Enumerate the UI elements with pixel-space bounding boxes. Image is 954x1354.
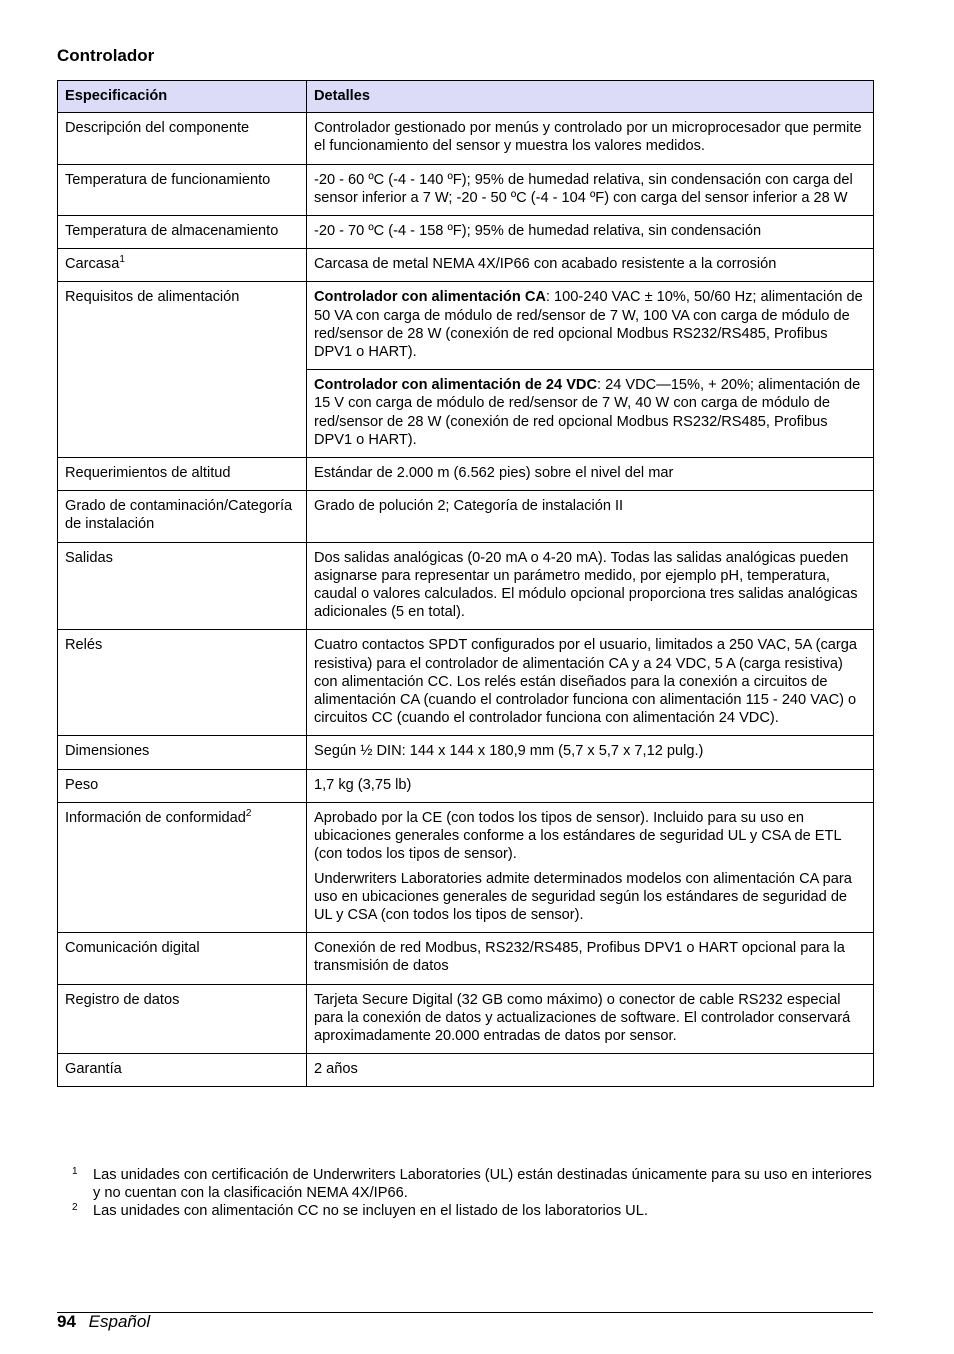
- column-header-specification: Especificación: [58, 81, 307, 113]
- spec-label-cell: [58, 802, 307, 932]
- table-row: [58, 458, 874, 491]
- table-row: [58, 249, 874, 282]
- spec-detail: 2 años: [307, 1054, 874, 1087]
- spec-detail-dc: [307, 370, 874, 458]
- spec-label: Peso: [58, 769, 307, 802]
- spec-detail: -20 - 70 ºC (-4 - 158 ºF); 95% de humedad relativa, sin condensación: [307, 216, 874, 249]
- spec-label: Información de conformidad: [65, 809, 246, 826]
- spec-label: Dimensiones: [58, 736, 307, 769]
- ac-power-text: : 100-240 VAC ± 10%, 50/60 Hz; alimentación de 50 VA con carga de módulo de red/sensor de 7 W, 100 VA con carga de módulo de red/sensor de 28 W (conexión de red opcional Modbus RS232/RS485, Profibus DPV1 o HART).: [314, 289, 863, 361]
- table-row: [58, 164, 874, 215]
- spec-detail-ac: [307, 282, 874, 370]
- spec-label-cell: [58, 249, 307, 282]
- spec-detail: Estándar de 2.000 m (6.562 pies) sobre el nivel del mar: [307, 458, 874, 491]
- footnote-number: 2: [72, 1202, 78, 1214]
- table-row: [58, 542, 874, 630]
- page-footer: [57, 1312, 150, 1332]
- spec-detail: Dos salidas analógicas (0-20 mA o 4-20 mA). Todas las salidas analógicas pueden asignarse para representar un parámetro medido, por ejemplo pH, temperatura, caudal o valores calculados. El módulo opcional proporciona tres salidas analógicas adicionales (5 en total).: [307, 542, 874, 630]
- table-header-row: [58, 81, 874, 113]
- spec-detail: Tarjeta Secure Digital (32 GB como máximo) o conector de cable RS232 especial para la conexión de datos y actualizaciones de software. El controlador conservará aproximadamente 20.000 entradas de datos por sensor.: [307, 984, 874, 1054]
- dc-power-title: Controlador con alimentación de 24 VDC: [314, 377, 598, 394]
- table-row: [58, 282, 874, 370]
- spec-label: Temperatura de funcionamiento: [58, 164, 307, 215]
- spec-label: Relés: [58, 630, 307, 736]
- table-row: [58, 491, 874, 542]
- footnotes: [57, 1166, 873, 1221]
- controller-spec-table: [57, 80, 874, 1087]
- footnote-text: Las unidades con certificación de Underwriters Laboratories (UL) están destinadas únicamente para su uso en interiores y no cuentan con la clasificación NEMA 4X/IP66.: [93, 1167, 872, 1202]
- column-header-details: Detalles: [307, 81, 874, 113]
- table-row: [58, 802, 874, 932]
- spec-detail: 1,7 kg (3,75 lb): [307, 769, 874, 802]
- footnote: [57, 1166, 873, 1202]
- spec-label: Requisitos de alimentación: [58, 282, 307, 458]
- footnote: [57, 1202, 873, 1220]
- spec-detail: Carcasa de metal NEMA 4X/IP66 con acabado resistente a la corrosión: [307, 249, 874, 282]
- footer-divider: [57, 1312, 873, 1313]
- spec-label: Salidas: [58, 542, 307, 630]
- table-row: [58, 769, 874, 802]
- spec-detail: -20 - 60 ºC (-4 - 140 ºF); 95% de humedad relativa, sin condensación con carga del sensor inferior a 7 W; -20 - 50 ºC (-4 - 104 ºF) con carga del sensor inferior a 28 W: [307, 164, 874, 215]
- table-row: [58, 1054, 874, 1087]
- table-row: [58, 933, 874, 984]
- spec-label: Temperatura de almacenamiento: [58, 216, 307, 249]
- spec-label: Descripción del componente: [58, 113, 307, 164]
- spec-detail-cell: [307, 802, 874, 932]
- table-row: [58, 984, 874, 1054]
- footnote-ref: 1: [119, 254, 125, 266]
- table-row: [58, 216, 874, 249]
- spec-label: Grado de contaminación/Categoría de instalación: [58, 491, 307, 542]
- footnote-ref: 2: [245, 807, 252, 819]
- spec-label: Carcasa: [65, 256, 120, 273]
- conformity-paragraph-2: Underwriters Laboratories admite determinados modelos con alimentación CA para uso en ubicaciones generales de seguridad según los estándares de seguridad de UL y CSA (con todos los tipos de sensor).: [314, 870, 852, 923]
- conformity-paragraph-1: Aprobado por la CE (con todos los tipos de sensor). Incluido para su uso en ubicaciones generales conforme a los estándares de seguridad UL y CSA de ETL (con todos los tipos de sensor).: [314, 809, 842, 863]
- spec-detail: Grado de polución 2; Categoría de instalación II: [307, 491, 874, 542]
- footnote-number: 1: [72, 1166, 78, 1177]
- spec-detail: Según ½ DIN: 144 x 144 x 180,9 mm (5,7 x 5,7 x 7,12 pulg.): [307, 736, 874, 769]
- page-number: 94: [57, 1312, 76, 1331]
- ac-power-title: Controlador con alimentación CA: [314, 289, 546, 306]
- spec-detail: Cuatro contactos SPDT configurados por el usuario, limitados a 250 VAC, 5A (carga resistiva) para el controlador de alimentación CA y a 24 VDC, 5 A (carga resistiva) con alimentación CC. Los relés están diseñados para la conexión a circuitos de alimentación CA (cuando el controlador funciona con alimentación 115 - 240 VAC) o circuitos CC (cuando el controlador funciona con alimentación 24 VDC).: [307, 630, 874, 736]
- spec-label: Garantía: [58, 1054, 307, 1087]
- section-title: Controlador: [57, 46, 155, 65]
- spec-detail: Controlador gestionado por menús y controlado por un microprocesador que permite el funcionamiento del sensor y muestra los valores medidos.: [307, 113, 874, 164]
- footer-language: Español: [88, 1312, 151, 1331]
- footnote-text: Las unidades con alimentación CC no se incluyen en el listado de los laboratorios UL.: [93, 1203, 648, 1220]
- table-row: [58, 630, 874, 736]
- dc-power-text: : 24 VDC—15%, + 20%; alimentación de 15 V con carga de módulo de red/sensor de 7 W, 40 W con carga de módulo de red/sensor de 28 W (conexión de red opcional Modbus RS232/RS485, Profibus DPV1 o HART).: [314, 377, 861, 448]
- table-row: [58, 736, 874, 769]
- spec-label: Requerimientos de altitud: [58, 458, 307, 491]
- spec-detail: Conexión de red Modbus, RS232/RS485, Profibus DPV1 o HART opcional para la transmisión de datos: [307, 933, 874, 984]
- table-row: [58, 113, 874, 164]
- spec-label: Comunicación digital: [58, 933, 307, 984]
- spec-label: Registro de datos: [58, 984, 307, 1054]
